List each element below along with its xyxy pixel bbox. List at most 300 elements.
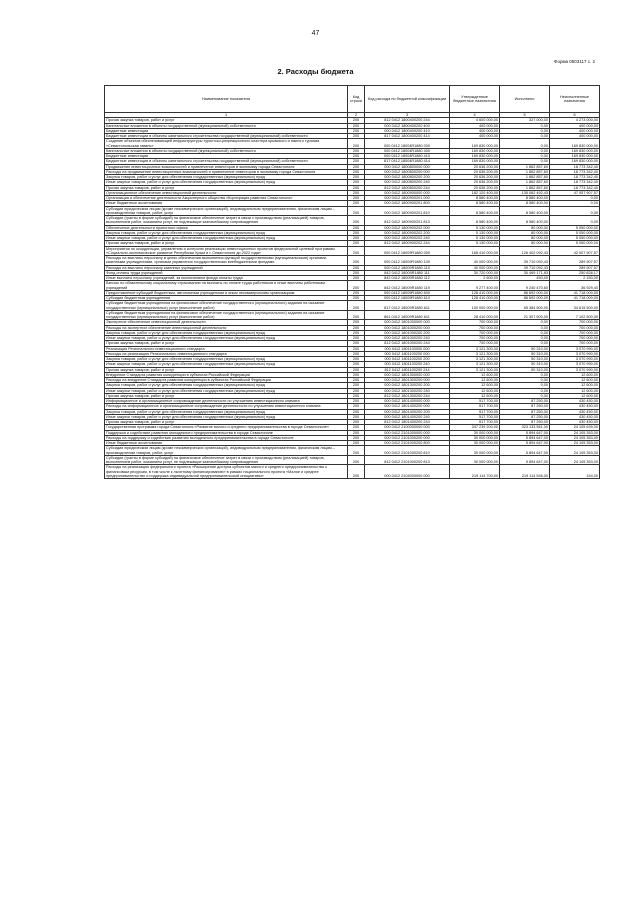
table-header-row: [105, 86, 600, 113]
row-approved: 100 000 000,00: [450, 301, 500, 311]
row-line-code: 200: [348, 383, 365, 388]
row-name: Расходы на реализацию Регионального инвестиционного стандарта: [105, 351, 348, 356]
row-approved: 12 600,00: [450, 388, 500, 393]
row-approved: 9 277 400,00: [450, 281, 500, 291]
table-row: [105, 435, 600, 440]
row-line-code: 200: [348, 409, 365, 414]
row-approved: 517 700,00: [450, 404, 500, 409]
row-executed: 9 240 470,60: [500, 281, 550, 291]
row-executed: 80 000,00: [500, 241, 550, 246]
row-name: Бюджетные инвестиции в объекты капитального строительства государственной (муниципальной) собственности: [105, 134, 348, 139]
row-name: Поддержка и содействие развитию молодежного предпринимательства в городе Севастополе: [105, 430, 348, 435]
column-number: 1: [105, 113, 348, 118]
row-budget-code: 000 0412 1801000200 200: [365, 330, 450, 335]
row-approved: 700 000,00: [450, 320, 500, 325]
row-executed: 0,00: [500, 388, 550, 393]
column-number: 5: [500, 113, 550, 118]
row-budget-code: 000 0412 1800400200 400: [365, 123, 450, 128]
row-remaining: 0,00: [550, 201, 600, 206]
row-approved: 12 600,00: [450, 378, 500, 383]
row-line-code: 200: [348, 441, 365, 446]
row-line-code: 200: [348, 320, 365, 325]
row-budget-code: 842 0412 18009R1880 111: [365, 270, 450, 275]
row-name: Прочая закупка товаров, работ и услуг: [105, 420, 348, 425]
row-budget-code: 000 0412 1801000000 000: [365, 320, 450, 325]
row-remaining: 0,00: [550, 216, 600, 226]
column-number: 4: [450, 113, 500, 118]
row-budget-code: 842 0412 18009R1880 119: [365, 281, 450, 291]
row-budget-code: 812 0412 1801000200 244: [365, 341, 450, 346]
row-approved: 400 000,00: [450, 128, 500, 133]
row-name: Мероприятия по координации, управлению и контролю реализации инвестиционных проектов федеральной целевой программы «Социально-экономическое развитие Республики Крым и г. Севастополя до 2022 года»: [105, 246, 348, 256]
row-budget-code: 000 0412 1800900202 200: [365, 230, 450, 235]
row-approved: 517 700,00: [450, 420, 500, 425]
row-name: Бюджетные инвестиции: [105, 128, 348, 133]
row-approved: 169 830 000,00: [450, 148, 500, 153]
row-remaining: 36 929,40: [550, 281, 600, 291]
header-approved: Утвержденные бюджетные назначения: [450, 86, 500, 113]
header-budget-classification-code: Код расхода по бюджетной классификации: [365, 86, 450, 113]
row-executed: 80 000,00: [500, 230, 550, 235]
row-budget-code: 000 0412 2104000000 000: [365, 465, 450, 479]
row-budget-code: 000 0412 1800900201 810: [365, 206, 450, 216]
row-executed: 87 250,00: [500, 420, 550, 425]
row-approved: 30 000 000,00: [450, 446, 500, 456]
row-name: Расходы на информационное и организационное сопровождение деятельности по улучшению инвестиционного климата: [105, 404, 348, 409]
row-name: Субсидии бюджетным учреждениям: [105, 296, 348, 301]
row-approved: 40 000 000,00: [450, 265, 500, 270]
row-name: Расходы на выплаты персоналу в целях обеспечения выполнения функций государственными (муниципальными) органами, казенными учреждениями, органами управления государственными внебюджетными фондами: [105, 256, 348, 266]
table-row: [105, 216, 600, 226]
row-remaining: 430 450,00: [550, 409, 600, 414]
row-remaining: 3 070 990,00: [550, 357, 600, 362]
section-title: 2. Расходы бюджета: [277, 67, 354, 76]
table-row: [105, 446, 600, 456]
table-row: [105, 175, 600, 180]
column-number: 6: [550, 113, 600, 118]
row-line-code: 200: [348, 362, 365, 367]
row-name: Предоставление субсидий бюджетным, автономным учреждениям и иным некоммерческим организациям: [105, 290, 348, 295]
row-approved: 5 130 000,00: [450, 230, 500, 235]
row-budget-code: 000 0412 1800900202 240: [365, 236, 450, 241]
row-budget-code: 000 0412 1801300200 240: [365, 388, 450, 393]
row-line-code: 200: [348, 425, 365, 430]
row-budget-code: 000 0412 1801400200 200: [365, 409, 450, 414]
row-line-code: 200: [348, 164, 365, 169]
row-line-code: 200: [348, 246, 365, 256]
row-remaining: 18 773 342,40: [550, 180, 600, 185]
row-budget-code: 000 0412 1800800200 000: [365, 169, 450, 174]
row-remaining: 34 615 500,00: [550, 301, 600, 311]
row-line-code: 200: [348, 430, 365, 435]
row-executed: 0,00: [500, 325, 550, 330]
row-executed: 0,00: [500, 336, 550, 341]
row-remaining: 169 830 000,00: [550, 139, 600, 149]
row-executed: 87 250,00: [500, 399, 550, 404]
row-executed: 5 894 647,00: [500, 446, 550, 456]
row-name: Внедрение Стандарта развития конкуренции в субъектах Российской Федерации: [105, 372, 348, 377]
row-approved: 400 000,00: [450, 134, 500, 139]
row-budget-code: 812 0412 1800900202 244: [365, 241, 450, 246]
row-line-code: 200: [348, 175, 365, 180]
row-name: Прочая закупка товаров, работ и услуг: [105, 185, 348, 190]
row-name: Бюджетные инвестиции: [105, 154, 348, 159]
row-approved: 20 636 200,00: [450, 185, 500, 190]
row-budget-code: 000 0412 2101000200 810: [365, 446, 450, 456]
row-line-code: 200: [348, 346, 365, 351]
row-executed: 0,00: [500, 134, 550, 139]
row-budget-code: 000 0412 18009R1880 100: [365, 256, 450, 266]
row-executed: 1 862 857,60: [500, 164, 550, 169]
header-line-code: Код строки: [348, 86, 365, 113]
row-name: Иные закупки товаров, работ и услуг для обеспечения государственных (муниципальных) нужд: [105, 362, 348, 367]
row-approved: 30 000 000,00: [450, 430, 500, 435]
row-budget-code: 812 0412 1800900201 813: [365, 216, 450, 226]
row-executed: 86 692 000,00: [500, 290, 550, 295]
header-indicator-name: Наименование показателя: [105, 86, 348, 113]
row-approved: 40 000 000,00: [450, 256, 500, 266]
row-budget-code: 000 0412 1800900201 800: [365, 201, 450, 206]
page-number: 47: [311, 30, 320, 37]
row-executed: 0,00: [500, 139, 550, 149]
row-executed: 0,00: [500, 123, 550, 128]
row-line-code: 200: [348, 230, 365, 235]
row-approved: 8 580 400,00: [450, 216, 500, 226]
table-row: [105, 206, 600, 216]
row-approved: 168 410 000,00: [450, 246, 500, 256]
row-line-code: 200: [348, 357, 365, 362]
row-line-code: 200: [348, 276, 365, 281]
row-executed: 30 469 171,83: [500, 270, 550, 275]
row-remaining: 154,00: [550, 465, 600, 479]
row-line-code: 200: [348, 393, 365, 398]
row-line-code: 200: [348, 256, 365, 266]
form-code: Форма 0503117 с. 2: [554, 59, 595, 64]
row-budget-code: 000 0412 1801300200 200: [365, 383, 450, 388]
row-budget-code: 000 0412 1801000200 240: [365, 336, 450, 341]
row-executed: 1 862 857,60: [500, 185, 550, 190]
row-remaining: 430 450,00: [550, 404, 600, 409]
row-executed: 50 310,00: [500, 351, 550, 356]
row-executed: 87 250,00: [500, 414, 550, 419]
row-name: Иные бюджетные ассигнования: [105, 441, 348, 446]
row-executed: 50 310,00: [500, 357, 550, 362]
row-budget-code: 000 0412 1800900000 000: [365, 190, 450, 195]
row-line-code: 200: [348, 241, 365, 246]
row-budget-code: 000 0412 1801400000 000: [365, 399, 450, 404]
row-remaining: 5 050 000,00: [550, 241, 600, 246]
table-row: [105, 425, 600, 430]
row-line-code: 200: [348, 310, 365, 320]
row-name: Расходы на экспертное обеспечение инвестиционной деятельности: [105, 325, 348, 330]
row-line-code: 200: [348, 118, 365, 123]
row-line-code: 200: [348, 399, 365, 404]
row-remaining: 24 105 353,00: [550, 430, 600, 435]
row-approved: 169 830 000,00: [450, 139, 500, 149]
row-line-code: 200: [348, 455, 365, 465]
row-name: Иные выплаты персоналу учреждений, за исключением фонда оплаты труда: [105, 276, 348, 281]
row-line-code: 200: [348, 159, 365, 164]
row-line-code: 200: [348, 134, 365, 139]
row-budget-code: 000 0412 1801400200 240: [365, 414, 450, 419]
row-remaining: 24 105 639,00: [550, 425, 600, 430]
row-approved: 30 000 000,00: [450, 435, 500, 440]
row-remaining: 12 600,00: [550, 388, 600, 393]
row-approved: 8 580 400,00: [450, 206, 500, 216]
row-approved: 8 580 400,00: [450, 201, 500, 206]
row-executed: 1 862 857,60: [500, 180, 550, 185]
table-row: [105, 180, 600, 185]
row-budget-code: 000 0412 2100000000 000: [365, 425, 450, 430]
header-executed: Исполнено: [500, 86, 550, 113]
row-remaining: 12 600,00: [550, 393, 600, 398]
row-remaining: 5 050 000,00: [550, 230, 600, 235]
row-executed: 450,00: [500, 276, 550, 281]
table-row: [105, 265, 600, 270]
row-remaining: 289 907,57: [550, 256, 600, 266]
row-budget-code: 000 0412 1800900201 000: [365, 196, 450, 201]
row-executed: 135 062 492,43: [500, 190, 550, 195]
row-approved: 169 830 000,00: [450, 154, 500, 159]
row-remaining: 47 057 907,57: [550, 190, 600, 195]
row-line-code: 200: [348, 216, 365, 226]
row-executed: 5 894 647,00: [500, 435, 550, 440]
row-budget-code: 000 0412 18009R1880 600: [365, 290, 450, 295]
row-approved: 182 120 400,00: [450, 190, 500, 195]
row-executed: 0,00: [500, 372, 550, 377]
row-budget-code: 000 0412 18004R1880 410: [365, 154, 450, 159]
row-name: Расходы на внедрение Стандарта развития конкуренции в субъектах Российской Федерации: [105, 378, 348, 383]
row-name: Информационное и организационное сопровождение деятельности по улучшению инвестиционного климата: [105, 399, 348, 404]
row-line-code: 200: [348, 301, 365, 311]
row-remaining: 169 830 000,00: [550, 154, 600, 159]
column-number: 2: [348, 113, 365, 118]
row-budget-code: 817 0412 18009R1880 611: [365, 301, 450, 311]
row-name: Субсидии юридическим лицам (кроме некоммерческих организаций), индивидуальным предпринимателям, физическим лицам – производителям товаров, работ, услуг: [105, 206, 348, 216]
row-budget-code: 000 0412 1801300200 000: [365, 378, 450, 383]
row-remaining: 400 000,00: [550, 123, 600, 128]
row-executed: 219 114 546,00: [500, 465, 550, 479]
row-executed: 0,00: [500, 148, 550, 153]
row-remaining: 169 830 000,00: [550, 159, 600, 164]
row-executed: 86 692 000,00: [500, 296, 550, 301]
row-line-code: 200: [348, 290, 365, 295]
row-approved: 3 121 300,00: [450, 351, 500, 356]
row-approved: 3 121 300,00: [450, 367, 500, 372]
row-executed: 0,00: [500, 383, 550, 388]
row-line-code: 200: [348, 388, 365, 393]
row-remaining: 3 070 990,00: [550, 362, 600, 367]
row-name: Субсидии (гранты в форме субсидий) на финансовое обеспечение затрат в связи с производством (реализацией) товаров, выполнением работ, оказанием услуг, не подлежащие казначейскому сопровождению: [105, 216, 348, 226]
table-row: [105, 281, 600, 291]
row-budget-code: 817 0412 1800400200 414: [365, 134, 450, 139]
row-line-code: 200: [348, 190, 365, 195]
row-name: Обеспечение деятельности проектного офиса: [105, 225, 348, 230]
row-name: Иные закупки товаров, работ и услуг для обеспечения государственных (муниципальных) нужд: [105, 236, 348, 241]
row-name: Закупка товаров, работ и услуг для обеспечения государственных (муниципальных) нужд: [105, 409, 348, 414]
row-budget-code: 000 0412 1801100200 000: [365, 351, 450, 356]
row-line-code: 200: [348, 367, 365, 372]
row-remaining: 700 000,00: [550, 325, 600, 330]
row-name: Расходы на выплаты персоналу казенных учреждений: [105, 265, 348, 270]
row-line-code: 200: [348, 446, 365, 456]
row-line-code: 200: [348, 139, 365, 149]
row-line-code: 200: [348, 378, 365, 383]
row-executed: 0,00: [500, 154, 550, 159]
row-line-code: 200: [348, 404, 365, 409]
row-budget-code: 000 0412 1800800200 240: [365, 180, 450, 185]
row-remaining: 0,00: [550, 196, 600, 201]
row-name: Закупка товаров, работ и услуг для обеспечения государственных (муниципальных) нужд: [105, 383, 348, 388]
row-budget-code: 000 0412 18009R1880 610: [365, 296, 450, 301]
row-remaining: 41 718 000,00: [550, 290, 600, 295]
row-remaining: 18 773 342,40: [550, 164, 600, 169]
row-budget-code: 000 0412 1800800000 000: [365, 164, 450, 169]
row-executed: 0,00: [500, 128, 550, 133]
row-approved: 20 636 200,00: [450, 175, 500, 180]
row-executed: 39 710 092,43: [500, 256, 550, 266]
row-budget-code: 000 0412 2101000000 000: [365, 430, 450, 435]
row-approved: 517 700,00: [450, 414, 500, 419]
row-executed: 1 862 857,60: [500, 169, 550, 174]
row-remaining: 700 000,00: [550, 336, 600, 341]
row-name: Государственная программа города Севастополя «Развитие малого и среднего предпринимательства в городе Севастополе»: [105, 425, 348, 430]
row-remaining: 2 150,00: [550, 276, 600, 281]
row-remaining: 400 000,00: [550, 128, 600, 133]
row-name: Субсидии (гранты в форме субсидий) на финансовое обеспечение затрат в связи с производством (реализацией) товаров, выполнением работ, оказанием услуг, не подлежащие казначейскому сопровождению: [105, 455, 348, 465]
row-approved: 20 636 200,00: [450, 169, 500, 174]
row-line-code: 200: [348, 414, 365, 419]
row-approved: 12 600,00: [450, 372, 500, 377]
row-approved: 5 130 000,00: [450, 241, 500, 246]
row-name: Закупка товаров, работ и услуг для обеспечения государственных (муниципальных) нужд: [105, 175, 348, 180]
row-name: Прочая закупка товаров, работ и услуг: [105, 241, 348, 246]
row-name: Закупка товаров, работ и услуг для обеспечения государственных (муниципальных) нужд: [105, 230, 348, 235]
row-executed: 5 894 647,00: [500, 430, 550, 435]
table-row: [105, 246, 600, 256]
row-name: Продвижение инвестиционных возможностей и привлечение инвесторов в экономику города Севастополя: [105, 164, 348, 169]
row-remaining: 4 273 000,00: [550, 118, 600, 123]
row-budget-code: 000 0412 1801100200 200: [365, 357, 450, 362]
row-approved: 2 600,00: [450, 276, 500, 281]
row-executed: 8 580 400,00: [500, 216, 550, 226]
row-approved: 28 410 000,00: [450, 310, 500, 320]
row-executed: 65 384 500,00: [500, 301, 550, 311]
row-name: Организационное обеспечение инвестиционной деятельности: [105, 190, 348, 195]
row-line-code: 200: [348, 206, 365, 216]
row-approved: 400 000,00: [450, 123, 500, 128]
row-approved: 4 600 000,00: [450, 118, 500, 123]
row-name: Иные бюджетные ассигнования: [105, 201, 348, 206]
row-approved: 700 000,00: [450, 336, 500, 341]
row-budget-code: 000 0412 2101000200 000: [365, 435, 450, 440]
row-name: Закупка товаров, работ и услуг для обеспечения государственных (муниципальных) нужд: [105, 357, 348, 362]
row-executed: 0,00: [500, 159, 550, 164]
table-row: [105, 139, 600, 149]
row-executed: 50 310,00: [500, 346, 550, 351]
table-row: [105, 256, 600, 266]
row-executed: 5 894 647,00: [500, 441, 550, 446]
row-name: Бюджетные инвестиции в объекты капитального строительства государственной (муниципальной) собственности: [105, 159, 348, 164]
row-name: Закупка товаров, работ и услуг для обеспечения государственных (муниципальных) нужд: [105, 330, 348, 335]
row-executed: 0,00: [500, 393, 550, 398]
row-budget-code: 000 0412 18004R1880 400: [365, 148, 450, 153]
row-approved: 5 130 000,00: [450, 236, 500, 241]
row-name: Расходы на поддержку и содействие развитию молодежного предпринимательства в городе Севастополе: [105, 435, 348, 440]
row-approved: 347 239 200,00: [450, 425, 500, 430]
row-executed: 0,00: [500, 378, 550, 383]
row-approved: 700 000,00: [450, 330, 500, 335]
row-approved: 219 114 700,00: [450, 465, 500, 479]
row-executed: 0,00: [500, 341, 550, 346]
row-name: Прочая закупка товаров, работ и услуг: [105, 367, 348, 372]
row-budget-code: 817 0412 18004R1880 414: [365, 159, 450, 164]
row-remaining: 430 450,00: [550, 420, 600, 425]
row-name: Субсидии юридическим лицам (кроме некоммерческих организаций), индивидуальным предпринимателям, физическим лицам – производителям товаров, работ, услуг: [105, 446, 348, 456]
row-approved: 20 636 200,00: [450, 180, 500, 185]
row-approved: 3 121 300,00: [450, 357, 500, 362]
row-budget-code: 000 0412 1800400200 410: [365, 128, 450, 133]
row-remaining: 700 000,00: [550, 341, 600, 346]
row-approved: 30 000 000,00: [450, 455, 500, 465]
row-remaining: 12 600,00: [550, 383, 600, 388]
row-executed: 5 894 647,00: [500, 455, 550, 465]
table-row: [105, 164, 600, 169]
row-approved: 128 410 000,00: [450, 296, 500, 301]
row-line-code: 200: [348, 281, 365, 291]
row-executed: 50 310,00: [500, 367, 550, 372]
row-name: Взносы по обязательному социальному страхованию на выплаты по оплате труда работников и иные выплаты работникам учреждений: [105, 281, 348, 291]
row-line-code: 200: [348, 296, 365, 301]
row-line-code: 200: [348, 435, 365, 440]
row-approved: 3 121 300,00: [450, 362, 500, 367]
row-executed: 1 862 857,60: [500, 175, 550, 180]
row-executed: 8 580 400,00: [500, 201, 550, 206]
row-name: Иные закупки товаров, работ и услуг для обеспечения государственных (муниципальных) нужд: [105, 414, 348, 419]
row-name: Иные закупки товаров, работ и услуг для обеспечения государственных (муниципальных) нужд: [105, 180, 348, 185]
row-line-code: 200: [348, 336, 365, 341]
row-remaining: 3 070 990,00: [550, 367, 600, 372]
row-executed: 126 402 092,43: [500, 246, 550, 256]
row-remaining: 289 907,57: [550, 265, 600, 270]
row-remaining: 24 105 353,00: [550, 441, 600, 446]
row-approved: 30 720 000,00: [450, 270, 500, 275]
row-name: Иные закупки товаров, работ и услуг для обеспечения государственных (муниципальных) нужд: [105, 388, 348, 393]
row-name: Капитальные вложения в объекты государственной (муниципальной) собственности: [105, 123, 348, 128]
row-budget-code: 812 0412 1801400200 244: [365, 420, 450, 425]
row-remaining: 12 600,00: [550, 378, 600, 383]
row-line-code: 200: [348, 123, 365, 128]
row-executed: 0,00: [500, 320, 550, 325]
row-budget-code: 812 0412 2101000200 813: [365, 455, 450, 465]
row-remaining: 18 773 342,40: [550, 175, 600, 180]
row-approved: 3 121 300,00: [450, 346, 500, 351]
header-remaining: Неисполненные назначения: [550, 86, 600, 113]
column-number: 3: [365, 113, 450, 118]
row-executed: 8 580 400,00: [500, 196, 550, 201]
row-approved: 700 000,00: [450, 325, 500, 330]
row-line-code: 200: [348, 270, 365, 275]
row-approved: 169 830 000,00: [450, 159, 500, 164]
row-budget-code: 000 0412 1800900202 000: [365, 225, 450, 230]
row-name: Прочая закупка товаров, работ и услуг: [105, 341, 348, 346]
table-row: [105, 301, 600, 311]
row-name: Капитальные вложения в объекты государственной (муниципальной) собственности: [105, 148, 348, 153]
row-line-code: 200: [348, 265, 365, 270]
row-executed: 87 250,00: [500, 409, 550, 414]
row-line-code: 200: [348, 330, 365, 335]
row-remaining: 169 830 000,00: [550, 148, 600, 153]
